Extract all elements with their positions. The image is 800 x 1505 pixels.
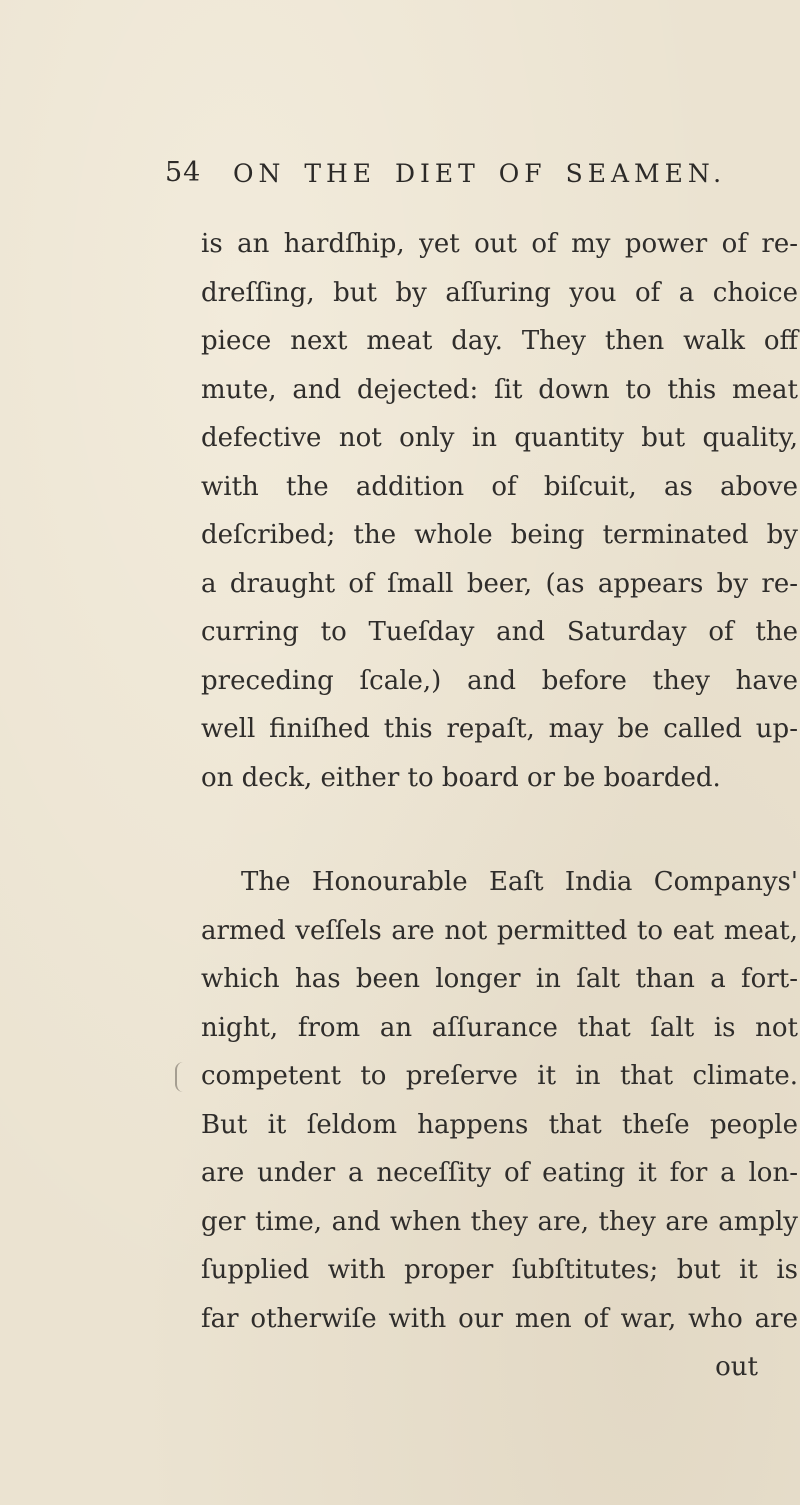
text-line: piece next meat day. They then walk off	[201, 326, 798, 356]
text-line: a draught of ſmall beer, (as appears by re-	[201, 568, 798, 599]
margin-mark	[175, 1062, 183, 1092]
text-line: preceding ſcale,) and before they have	[201, 665, 798, 696]
text-line: on deck, either to board or be boarded.	[201, 762, 721, 793]
text-line: which has been longer in ſalt than a fort-	[201, 964, 798, 994]
running-head: ON THE DIET OF SEAMEN.	[233, 159, 727, 188]
text-line: are under a neceſſity of eating it for a lon-	[201, 1158, 798, 1188]
text-line: The Honourable Eaſt India Companys'	[241, 867, 798, 897]
page-number: 54	[165, 157, 202, 188]
text-line: far otherwiſe with our men of war, who are	[201, 1303, 798, 1334]
text-line: mute, and dejected: ſit down to this meat	[201, 374, 798, 405]
paragraph-gap	[201, 802, 798, 858]
text-line: deſcribed; the whole being terminated by	[201, 520, 798, 550]
text-line: ſupplied with proper ſubſtitutes; but it is	[201, 1255, 798, 1285]
text-line: competent to preſerve it in that climate.	[201, 1061, 798, 1091]
catchword: out	[715, 1352, 758, 1382]
text-line: armed veſſels are not permitted to eat meat,	[201, 915, 798, 946]
text-line: night, from an aſſurance that ſalt is not	[201, 1012, 798, 1043]
text-line: defective not only in quantity but quality,	[201, 423, 798, 453]
text-line: But it ſeldom happens that theſe people	[201, 1109, 798, 1140]
text-line: with the addition of biſcuit, as above	[201, 471, 798, 502]
text-line: is an hardſhip, yet out of my power of re-	[201, 229, 798, 259]
text-line: curring to Tueſday and Saturday of the	[201, 617, 798, 647]
body-text	[201, 220, 798, 1392]
paragraph	[201, 858, 798, 1392]
page-header	[165, 157, 765, 197]
text-line: ger time, and when they are, they are amply	[201, 1206, 798, 1237]
text-line: dreſſing, but by aſſuring you of a choice	[201, 277, 798, 308]
text-line: well finiſhed this repaſt, may be called up-	[201, 714, 798, 744]
paragraph	[201, 220, 798, 802]
